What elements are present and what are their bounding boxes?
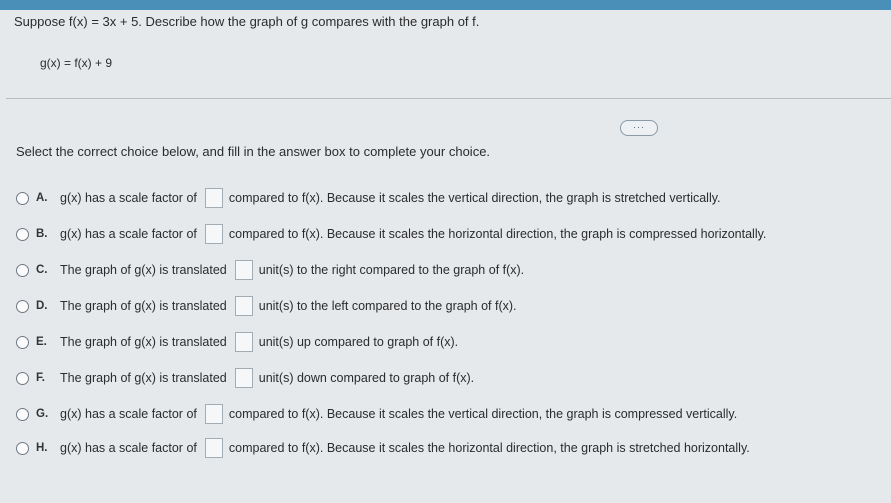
choice-text-before: The graph of g(x) is translated: [60, 299, 227, 313]
choice-text-before: The graph of g(x) is translated: [60, 371, 227, 385]
divider: [6, 98, 891, 99]
radio-e[interactable]: [16, 336, 29, 349]
formula: g(x) = f(x) + 9: [40, 56, 113, 70]
choice-h[interactable]: [16, 436, 750, 460]
choice-letter: H.: [36, 442, 48, 454]
radio-c[interactable]: [16, 264, 29, 277]
choice-f[interactable]: [16, 366, 474, 390]
instruction-text: Select the correct choice below, and fill in the answer box to complete your choice.: [16, 144, 491, 159]
choice-letter: D.: [36, 300, 48, 312]
choice-letter: F.: [36, 372, 45, 384]
choice-letter: A.: [36, 192, 48, 204]
answer-box-a[interactable]: [205, 188, 223, 208]
choice-text-after: compared to f(x). Because it scales the horizontal direction, the graph is stretched horizontally.: [228, 441, 750, 455]
choice-b[interactable]: [16, 222, 766, 246]
choice-c[interactable]: [16, 258, 524, 282]
answer-box-c[interactable]: [235, 260, 253, 280]
expand-button[interactable]: ···: [620, 120, 658, 136]
choice-text-after: unit(s) to the left compared to the graph of f(x).: [258, 299, 517, 313]
radio-g[interactable]: [16, 408, 29, 421]
radio-b[interactable]: [16, 228, 29, 241]
choice-text-before: The graph of g(x) is translated: [60, 263, 227, 277]
choice-g[interactable]: [16, 402, 737, 426]
choice-text-before: g(x) has a scale factor of: [60, 191, 197, 205]
choice-d[interactable]: [16, 294, 517, 318]
question-text: Suppose f(x) = 3x + 5. Describe how the graph of g compares with the graph of f.: [14, 14, 480, 29]
radio-a[interactable]: [16, 192, 29, 205]
choice-text-before: g(x) has a scale factor of: [60, 407, 197, 421]
radio-d[interactable]: [16, 300, 29, 313]
choice-text-before: The graph of g(x) is translated: [60, 335, 227, 349]
choice-text-after: unit(s) to the right compared to the graph of f(x).: [258, 263, 525, 277]
choice-text-before: g(x) has a scale factor of: [60, 227, 197, 241]
choice-text-after: compared to f(x). Because it scales the vertical direction, the graph is compressed vertically.: [228, 407, 738, 421]
choice-text-after: unit(s) down compared to graph of f(x).: [258, 371, 475, 385]
choice-a[interactable]: [16, 186, 721, 210]
choice-text-after: compared to f(x). Because it scales the horizontal direction, the graph is compressed horizontally.: [228, 227, 767, 241]
answer-box-f[interactable]: [235, 368, 253, 388]
answer-box-g[interactable]: [205, 404, 223, 424]
top-bar: [0, 0, 891, 10]
choice-letter: G.: [36, 408, 49, 420]
choice-letter: B.: [36, 228, 48, 240]
choice-letter: C.: [36, 264, 48, 276]
answer-box-b[interactable]: [205, 224, 223, 244]
answer-box-d[interactable]: [235, 296, 253, 316]
choice-text-after: compared to f(x). Because it scales the vertical direction, the graph is stretched vertically.: [228, 191, 721, 205]
answer-box-h[interactable]: [205, 438, 223, 458]
radio-h[interactable]: [16, 442, 29, 455]
choice-e[interactable]: [16, 330, 458, 354]
choice-letter: E.: [36, 336, 47, 348]
answer-box-e[interactable]: [235, 332, 253, 352]
radio-f[interactable]: [16, 372, 29, 385]
choice-text-before: g(x) has a scale factor of: [60, 441, 197, 455]
choice-text-after: unit(s) up compared to graph of f(x).: [258, 335, 459, 349]
